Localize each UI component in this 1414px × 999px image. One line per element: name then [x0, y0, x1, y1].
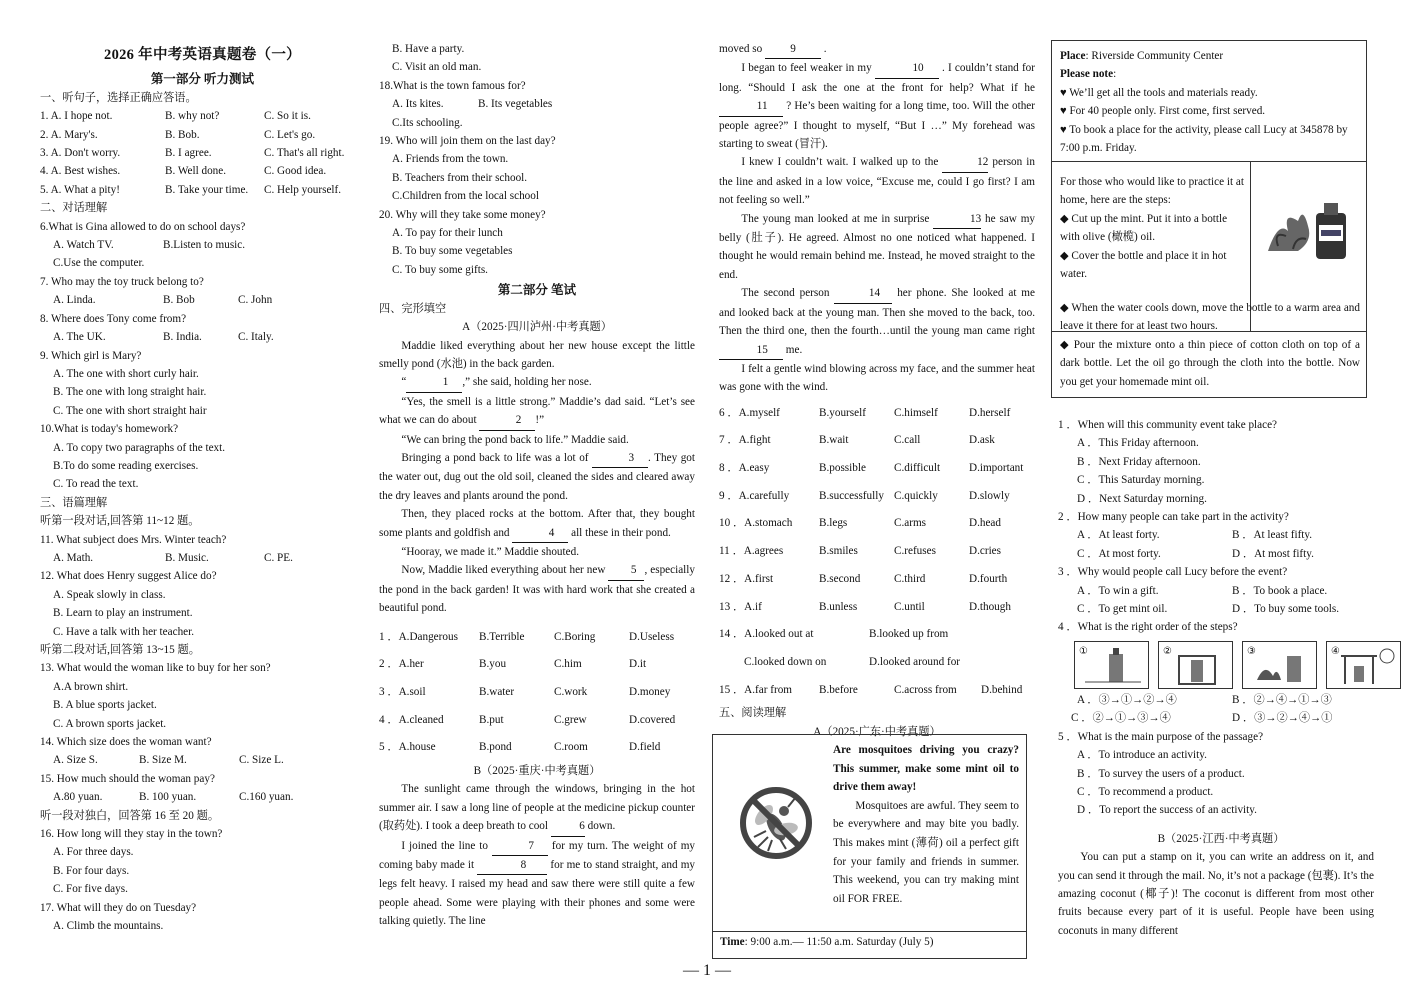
svg-text:②: ② — [1163, 645, 1172, 657]
q3: 3. A. Don't worry. B. I agree. C. That's all right. — [40, 147, 345, 160]
mint-bottle-icon — [1258, 191, 1358, 274]
cloze-5: 5 ．A.house B.pond C.room D.field — [379, 741, 661, 754]
place-line: Place: Riverside Community Center — [1060, 50, 1224, 62]
passage-a-source: A（2025·四川泸州·中考真题） — [462, 321, 612, 334]
dialog-1-instr: 听第一段对话,回答第 11~12 题。 — [40, 515, 200, 528]
q15-options: A.80 yuan. B. 100 yuan. C.160 yuan. — [53, 791, 294, 804]
q19-c: C.Children from the local school — [392, 190, 539, 203]
step-3: ◆ When the water cools down, move the bottle to a warm area and leave it there for at least two hours. — [1060, 302, 1360, 333]
step-1: ◆ Cut up the mint. Put it into a bottle with olive (橄榄) oil. — [1060, 212, 1228, 244]
section-5: 五、阅读理解 — [719, 707, 787, 720]
blank-3[interactable]: 3 — [592, 449, 648, 468]
passage-b-p5: The young man looked at me in surprise 13 he saw my belly (肚子). He agreed. Almost no one noticed what happened. I thought he would remain behind me. Instead, he moved straight to the end. — [719, 210, 1035, 285]
q9-c: C. The one with short straight hair — [53, 404, 207, 417]
q16-b: B. For four days. — [53, 864, 130, 877]
q10: 10.What is today's homework? — [40, 423, 179, 436]
part1-title: 第一部分 听力测试 — [150, 72, 255, 87]
blank-9[interactable]: 9 — [765, 40, 821, 59]
q17: 17. What will they do on Tuesday? — [40, 901, 197, 914]
step-4: ◆ Pour the mixture onto a thin piece of cotton cloth on top of a dark bottle. Let the oil go through the cloth into the bottle. Now you get your homemade mint oil. — [1060, 338, 1360, 388]
q18-options: A. Its kites. B. Its vegetables — [392, 98, 553, 111]
passage-a-p6: Then, they placed rocks at the bottom. After that, they bought some plants and goldfish and 4 all these in their pond. — [379, 505, 695, 543]
q7: 7. Who may the toy truck belong to? — [40, 275, 204, 288]
passage-a-p8: Now, Maddie liked everything about her new 5 , especially the pond in the back garden! It was with hard work that she created a beautiful pond. — [379, 561, 695, 617]
event-notice-box — [1051, 40, 1367, 398]
divider — [1052, 161, 1366, 162]
q5: 5. A. What a pity! B. Take your time. C. Help yourself. — [40, 183, 342, 196]
q16-c: C. For five days. — [53, 883, 128, 896]
q12-c: C. Have a talk with her teacher. — [53, 625, 195, 638]
q15: 15. How much should the woman pay? — [40, 772, 215, 785]
note-1: ♥ We’ll get all the tools and materials ready. — [1060, 86, 1258, 99]
step-picture-4 — [1326, 641, 1401, 689]
passage-a-p5: Bringing a pond back to life was a lot of 3 . They got the water out, dug out the old soil, cleaned the sides and cleared away the dry leaves and plants around the pond. — [379, 449, 695, 505]
svg-text:①: ① — [1079, 645, 1088, 657]
q6-option-c: C.Use the computer. — [53, 257, 145, 270]
ra-q1-a: A ．This Friday afternoon. — [1077, 437, 1199, 450]
reading-b-p1: You can put a stamp on it, you can write an address on it, and you can send it through the mail. No, it’s not a package (包裹). It’s the amazing coconut (椰子)! The coconut is different from most other fruits because every part of it is useful. People have been using coconuts in many different — [1058, 851, 1374, 937]
page-number: — 1 — — [683, 962, 731, 979]
step-picture-1 — [1074, 641, 1149, 689]
mint-oil-poster — [712, 734, 1027, 959]
ra-q1-d: D ．Next Saturday morning. — [1077, 492, 1207, 505]
passage-b-p7: I felt a gentle wind blowing across my face, and the summer heat was gone with the wind. — [719, 362, 1035, 394]
part2-title: 第二部分 笔试 — [497, 283, 577, 298]
q8: 8. Where does Tony come from? — [40, 312, 187, 325]
cloze-11: 11 ．A.agrees B.smiles C.refuses D.cries — [719, 545, 1001, 558]
q9-a: A. The one with short curly hair. — [53, 367, 199, 380]
cloze-12: 12 ．A.first B.second C.third D.fourth — [719, 572, 1008, 585]
ra-q2-cd: C ．At most forty. D ．At most fifty. — [1077, 547, 1314, 560]
ra-q3-cd: C ．To get mint oil. D ．To buy some tools. — [1077, 603, 1340, 616]
svg-text:④: ④ — [1331, 645, 1340, 657]
reading-a-source: A（2025·广东·中考真题） — [813, 725, 941, 738]
blank-14[interactable]: 14 — [834, 284, 892, 303]
blank-6[interactable]: 6 — [551, 817, 585, 836]
blank-5[interactable]: 5 — [608, 561, 644, 580]
q12-a: A. Speak slowly in class. — [53, 588, 166, 601]
blank-10[interactable]: 10 — [875, 59, 939, 78]
exam-title: 2026 年中考英语真题卷（一） — [104, 47, 301, 63]
svg-text:③: ③ — [1247, 645, 1256, 657]
q13-a: A.A brown shirt. — [53, 680, 129, 693]
passage-b-p2-cont: moved so 9 . — [719, 40, 1035, 59]
q20-b: B. To buy some vegetables — [392, 245, 513, 258]
notice-top — [1060, 47, 1360, 157]
step-picture-2 — [1158, 641, 1233, 689]
q6-options: A. Watch TV. B.Listen to music. — [53, 239, 246, 252]
column-2 — [379, 40, 695, 931]
dialog-2-instr: 听第二段对话,回答第 13~15 题。 — [40, 644, 200, 656]
ra-q5: 5 ．What is the main purpose of the passage? — [1058, 730, 1264, 743]
q14: 14. Which size does the woman want? — [40, 736, 212, 749]
q6: 6.What is Gina allowed to do on school days? — [40, 220, 246, 233]
note-2: ♥ For 40 people only. First come, first served. — [1060, 105, 1266, 118]
q13: 13. What would the woman like to buy for her son? — [40, 662, 271, 675]
passage-a-p4: “We can bring the pond back to life.” Maddie said. — [401, 433, 629, 446]
q17-a: A. Climb the mountains. — [53, 920, 164, 933]
section-1: 一、听句子，选择正确应答语。 — [40, 91, 197, 104]
monologue-instr: 听一段对独白，回答第 16 至 20 题。 — [40, 809, 220, 822]
cloze-8: 8 ．A.easy B.possible C.difficult D.important — [719, 462, 1024, 475]
cloze-15: 15 ．A.far from B.before C.across from D.behind — [719, 683, 1023, 696]
q18: 18.What is the town famous for? — [379, 79, 526, 92]
step-picture-3 — [1242, 641, 1317, 689]
section-4: 四、完形填空 — [379, 302, 447, 315]
poster-text — [833, 741, 1019, 908]
q19: 19. Who will join them on the last day? — [379, 135, 556, 148]
q14-options: A. Size S. B. Size M. C. Size L. — [53, 754, 284, 767]
ra-q1-b: B ．Next Friday afternoon. — [1077, 455, 1201, 468]
blank-2[interactable]: 2 — [479, 411, 535, 430]
column-1 — [40, 46, 365, 936]
cloze-4: 4 ．A.cleaned B.put C.grew D.covered — [379, 713, 676, 726]
passage-b-source: B（2025·重庆·中考真题） — [473, 765, 601, 778]
q9: 9. Which girl is Mary? — [40, 349, 142, 362]
q4: 4. A. Best wishes. B. Well done. C. Good idea. — [40, 165, 327, 178]
cloze-14: 14 ．A.looked out at B.looked up from — [719, 628, 949, 641]
note-3: ♥ To book a place for the activity, please call Lucy at 345878 by 7:00 p.m. Friday. — [1060, 123, 1348, 155]
cloze-6: 6 ．A.myself B.yourself C.himself D.herself — [719, 406, 1011, 419]
blank-13[interactable]: 13 — [933, 210, 981, 229]
poster-headline: Are mosquitoes driving you crazy?This summer, make some mint oil to drive them away! — [833, 744, 1019, 794]
q10-c: C. To read the text. — [53, 478, 139, 491]
cloze-9: 9 ．A.carefully B.successfully C.quickly D.slowly — [719, 489, 1010, 502]
cloze-10: 10 ．A.stomach B.legs C.arms D.head — [719, 517, 1001, 530]
cloze-14-cont: C.looked down on D.looked around for — [744, 655, 961, 668]
reading-b-source: B（2025·江西·中考真题） — [1157, 832, 1285, 845]
blank-15[interactable]: 15 — [719, 341, 783, 360]
step-2: ◆ Cover the bottle and place it in hot water. — [1060, 249, 1227, 281]
q13-b: B. A blue sports jacket. — [53, 699, 157, 712]
passage-b-p6: The second person 14 her phone. She looked at me and looked back at the young man. Then she moved to the back, too. Then the third one, then the fourth…until the young man came right 15 me. — [719, 284, 1035, 360]
ra-q2-ab: A ．At least forty. B ．At least fifty. — [1077, 529, 1313, 542]
passage-b-p2: I joined the line to 7 for my turn. The weight of my coming baby made it 8 for me to stand straight, and my legs felt heavy. I raised my head and saw there were still quite a few people ahead. Some were playing with their phones and some were talking quietly. The line — [379, 837, 695, 931]
q19-a: A. Friends from the town. — [392, 153, 509, 166]
poster-time: Time: 9:00 a.m.— 11:50 a.m. Saturday (July 5) — [713, 931, 1026, 952]
blank-1[interactable]: 1 — [406, 373, 462, 392]
step-pictures — [1074, 641, 1384, 689]
q16-a: A. For three days. — [53, 846, 134, 859]
q19-b: B. Teachers from their school. — [392, 171, 528, 184]
q8-options: A. The UK. B. India. C. Italy. — [53, 331, 274, 344]
ra-q2: 2 ．How many people can take part in the activity? — [1058, 511, 1289, 524]
passage-a-p2: “ 1 ,” she said, holding her nose. — [379, 373, 695, 392]
cloze-1: 1 ．A.Dangerous B.Terrible C.Boring D.Useless — [379, 630, 675, 643]
no-mosquito-icon — [723, 743, 828, 903]
blank-11[interactable]: 11 — [719, 97, 783, 116]
ra-q5-b: B ．To survey the users of a product. — [1077, 767, 1245, 780]
q13-c: C. A brown sports jacket. — [53, 717, 167, 730]
steps-intro: For those who would like to practice it at home, here are the steps: ◆ Cut up the mint. Put it into a bottle with olive (橄榄) oil. ◆ Cover the bottle and place it in hot water. — [1060, 173, 1245, 283]
passage-b-p1: The sunlight came through the windows, bringing in the hot summer air. I saw a long line of people at the medicine pickup counter (取药处). I took a deep breath to cool 6 down. — [379, 780, 695, 836]
q11: 11. What subject does Mrs. Winter teach? — [40, 533, 227, 546]
ra-q5-a: A ．To introduce an activity. — [1077, 749, 1207, 762]
q12: 12. What does Henry suggest Alice do? — [40, 570, 217, 583]
blank-8[interactable]: 8 — [477, 856, 547, 875]
note-line: Please note: — [1060, 68, 1117, 81]
blank-4[interactable]: 4 — [512, 524, 568, 543]
ra-q4-ab: A ．③→①→②→④ B ．②→④→①→③ — [1077, 693, 1332, 706]
ra-q3: 3 ．Why would people call Lucy before the event? — [1058, 566, 1288, 579]
ra-q3-ab: A ．To win a gift. B ．To book a place. — [1077, 584, 1328, 597]
ra-q4: 4 ．What is the right order of the steps? — [1058, 621, 1238, 634]
cloze-7: 7 ．A.fight B.wait C.call D.ask — [719, 434, 995, 447]
poster-body: Mosquitoes are awful. They seem to be everywhere and may bite you badly. This makes mint (薄荷) oil a perfect gift for your family and friends in summer. This weekend, you can try making mint oil FOR FREE. — [833, 799, 1019, 905]
q11-options: A. Math. B. Music. C. PE. — [53, 551, 293, 564]
section-2: 二、对话理解 — [40, 202, 108, 215]
passage-a-p3: “Yes, the smell is a little strong.” Maddie’s dad said. “Let’s see what we can do about 2 !” — [379, 393, 695, 431]
q12-b: B. Learn to play an instrument. — [53, 607, 193, 620]
q17-b: B. Have a party. — [392, 43, 465, 55]
steps-continued — [1060, 299, 1360, 391]
cloze-13: 13 ．A.if B.unless C.until D.though — [719, 600, 1011, 613]
cloze-2: 2 ．A.her B.you C.him D.it — [379, 658, 647, 671]
column-3 — [719, 40, 1035, 741]
q9-b: B. The one with long straight hair. — [53, 386, 207, 399]
q1: 1. A. I hope not. B. why not? C. So it is. — [40, 110, 311, 123]
ra-q5-d: D ．To report the success of an activity. — [1077, 804, 1257, 817]
cloze-3: 3 ．A.soil B.water C.work D.money — [379, 685, 671, 698]
passage-a-p1: Maddie liked everything about her new house except the little smelly pond (水池) in the back garden. — [379, 339, 695, 370]
reading-a-questions — [1058, 416, 1384, 940]
ra-q1: 1 ．When will this community event take place? — [1058, 419, 1278, 431]
passage-b-p3: I began to feel weaker in my 10 . I couldn’t stand for long. “Should I ask the one at the front for help? What if he 11 ? He’s been waiting for a long time, too. Will the other people agree?” I thought to myself, “But I …” My forehead was starting to sweat (冒汗). — [719, 59, 1035, 153]
q7-options: A. Linda. B. Bob C. John — [53, 294, 273, 307]
blank-12[interactable]: 12 — [942, 153, 988, 172]
blank-7[interactable]: 7 — [492, 837, 548, 856]
q20-c: C. To buy some gifts. — [392, 263, 488, 276]
passage-b-p4: I knew I couldn’t wait. I walked up to the 12 person in the line and asked in a low voice, “Excuse me, could I go first? I am not feeling so well.” — [719, 153, 1035, 209]
q18-c: C.Its schooling. — [392, 116, 463, 129]
passage-a-p7: “Hooray, we made it.” Maddie shouted. — [401, 545, 579, 558]
q20-a: A. To pay for their lunch — [392, 227, 503, 240]
q10-a: A. To copy two paragraphs of the text. — [53, 441, 226, 454]
q20: 20. Why will they take some money? — [379, 208, 546, 221]
ra-q5-c: C ．To recommend a product. — [1077, 785, 1214, 798]
q2: 2. A. Mary's. B. Bob. C. Let's go. — [40, 128, 316, 141]
section-3: 三、语篇理解 — [40, 496, 108, 509]
q10-b: B.To do some reading exercises. — [53, 459, 199, 472]
ra-q1-c: C ．This Saturday morning. — [1077, 474, 1205, 487]
ra-q4-cd: C ．②→①→③→④ D ．③→②→④→① — [1071, 712, 1333, 725]
q17-c: C. Visit an old man. — [392, 61, 482, 74]
q16: 16. How long will they stay in the town? — [40, 828, 223, 841]
